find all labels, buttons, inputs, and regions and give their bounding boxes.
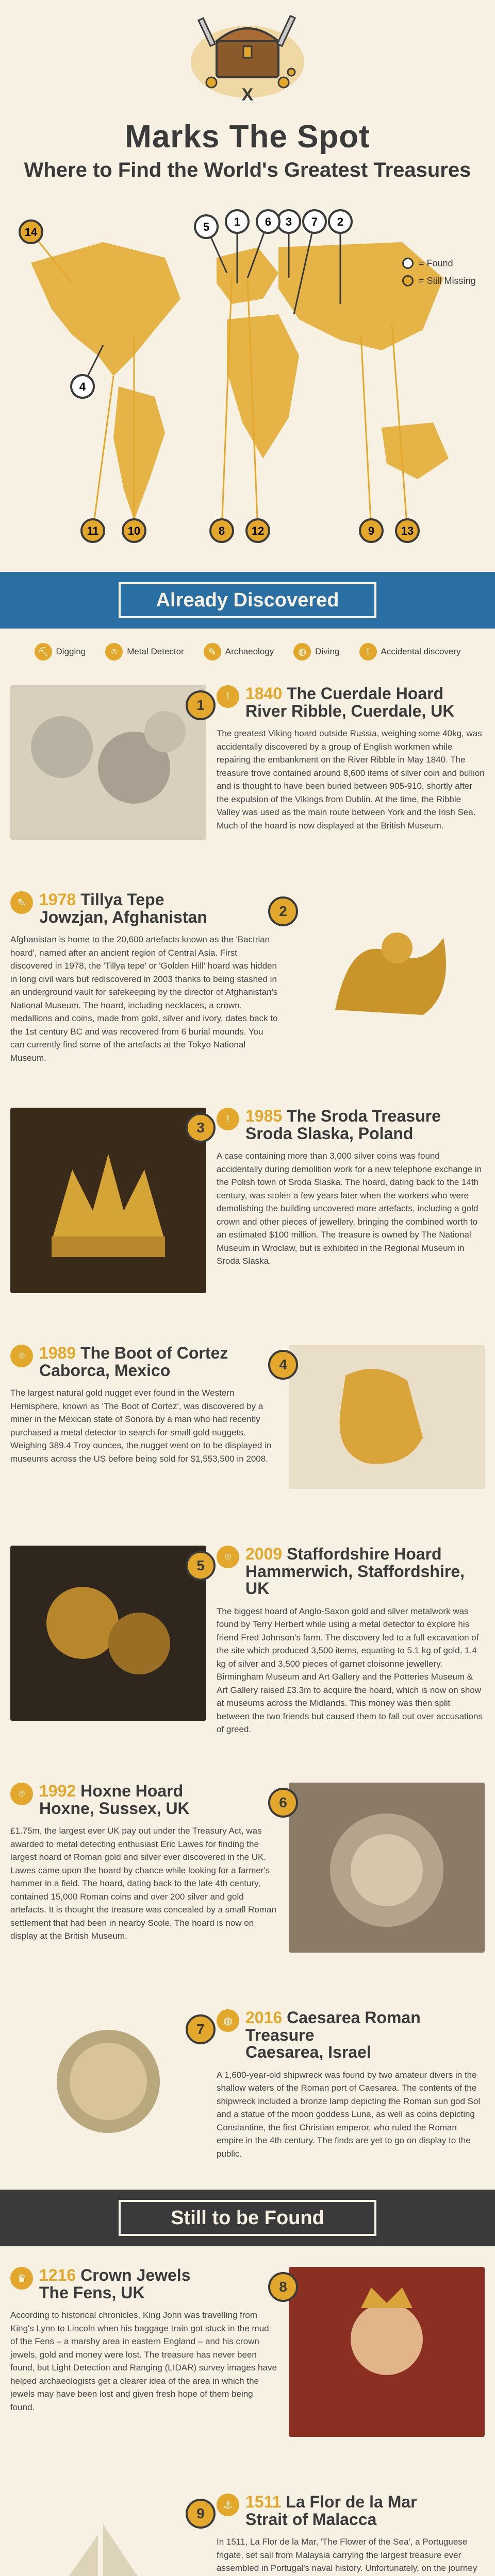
entry-caesarea-treasure <box>0 2004 495 2174</box>
entry-text <box>10 891 278 1064</box>
found-dot-icon <box>402 258 414 269</box>
exclamation-icon: ! <box>359 643 377 660</box>
entry-staffordshire-hoard <box>0 1540 495 1757</box>
svg-text:14: 14 <box>24 226 38 239</box>
king-john-portrait-image <box>289 2267 485 2437</box>
legend-missing <box>402 275 485 286</box>
svg-text:3: 3 <box>285 215 292 228</box>
svg-text:11: 11 <box>87 524 99 537</box>
badge-2: 2 <box>268 896 298 926</box>
entry-place: Caborca, Mexico <box>39 1361 171 1380</box>
still-to-be-found-banner <box>0 2190 495 2246</box>
badge-7: 7 <box>186 2014 216 2044</box>
still-to-be-found-box <box>119 2200 376 2236</box>
page-title: Marks The Spot <box>125 119 370 155</box>
entry-body: The biggest hoard of Anglo-Saxon gold and silver metalwork was found by Terry Herbert while using a metal detector to explore his friend Fred Johnson's farm. The discovery led to a full excavation of the site which produced 3,500 items, equating to 5.1 kg of gold, 1.4 kg of silver and 3,500 pieces of garnet cloisonne jewellery. Birmingham Museum and Art Gallery and the Potteries Museum & Art Gallery raised £3.3m to acquire the hoard, which is now on show at museums across the Midlands. This money was then split between the two friends but caused them to fall out over accusations of greed. <box>217 1606 483 1735</box>
entry-body: A 1,600-year-old shipwreck was found by two amateur divers in the shallow waters of the Roman port of Caesarea. The contents of the shipwreck included a bronze lamp depicting the Roman sun god Sol and a statue of the moon goddess Luna, as well as coins depicting Constantine, the first Christian emperor, who ruled the Roman empire in the 4th century. The finds are yet to go on display to the public. <box>217 2070 481 2159</box>
badge-9: 9 <box>186 2499 216 2529</box>
entry-text <box>217 1546 485 1736</box>
entry-place: Strait of Malacca <box>245 2510 377 2529</box>
entry-year: 1216 <box>39 2266 76 2284</box>
entry-place: Caesarea, Israel <box>245 2043 371 2062</box>
entry-name: Hoxne Hoard <box>80 1782 184 1800</box>
metal-detector-icon: ⌾ <box>10 1345 33 1367</box>
method-diving: ◍ Diving <box>293 643 339 660</box>
world-map <box>10 201 485 562</box>
legend-found <box>402 258 485 269</box>
svg-text:4: 4 <box>79 380 86 393</box>
entry-place: River Ribble, Cuerdale, UK <box>245 701 455 720</box>
badge-3: 3 <box>186 1113 216 1143</box>
metal-detector-icon: ⌾ <box>10 1783 33 1805</box>
methods-key <box>0 634 495 670</box>
badge-8: 8 <box>268 2272 298 2302</box>
svg-text:12: 12 <box>251 524 265 537</box>
entry-text <box>10 1783 278 1943</box>
tillya-tepe-image <box>289 891 485 1046</box>
entry-name: Crown Jewels <box>80 2266 191 2284</box>
entry-year: 1840 <box>245 684 283 703</box>
ship-illustration-image <box>10 2494 206 2576</box>
already-discovered-banner <box>0 572 495 629</box>
badge-5: 5 <box>186 1551 216 1581</box>
entry-text <box>10 2267 278 2414</box>
svg-text:13: 13 <box>401 524 414 537</box>
entry-text <box>217 1108 485 1268</box>
entry-year: 1985 <box>245 1107 283 1125</box>
entry-body: The greatest Viking hoard outside Russia, weighing some 40kg, was accidentally discovered by a group of English workmen while repairing the embankment on the River Ribble in May 1840. The treasure trove contained around 8,600 items of silver coin and bullion and is thought to have been buried between 905-910, shortly after the expulsion of the Vikings from Dublin. At the time, the Ribble Valley was used as the main route between York and the Irish Sea. Much of the hoard is now displayed at the British Museum. <box>217 728 485 831</box>
exclamation-icon: ! <box>217 685 239 708</box>
brush-icon: ✎ <box>204 643 221 660</box>
entry-hoxne-hoard <box>0 1777 495 1984</box>
entry-name: The Sroda Treasure <box>287 1107 441 1125</box>
method-archaeology: ✎ Archaeology <box>204 643 274 660</box>
entry-place: Jowzjan, Afghanistan <box>39 907 207 926</box>
crown-icon: ♛ <box>10 2267 33 2290</box>
badge-4: 4 <box>268 1350 298 1380</box>
entry-text <box>217 2009 485 2160</box>
entry-place: Hoxne, Sussex, UK <box>39 1799 190 1818</box>
entry-body: Afghanistan is home to the 20,600 artefacts known as the 'Bactrian hoard', named after an ancient region of Central Asia. First discovered in 1978, the 'Tillya tepe' or 'Golden Hill' hoard was hidden in long civil wars but rediscovered in 2003 thanks to being stashed in an underground vault for safekeeping by the director of Afghanistan's National Museum. The hoard, including necklaces, a crown, medallions and coins, made from gold, silver and ivory, dates back to the 1st century BC and was recovered from 6 burial mounds. You can currently find some of the artefacts at the Tokyo National Museum. <box>10 935 278 1063</box>
hoxne-hoard-image <box>289 1783 485 1953</box>
entry-name: The Cuerdale Hoard <box>287 684 444 703</box>
map-legend <box>402 258 485 293</box>
entry-crown-jewels <box>0 2262 495 2468</box>
caesarea-treasure-image <box>10 2009 206 2154</box>
method-digging: ⛏ Digging <box>35 643 86 660</box>
entry-name: La Flor de la Mar <box>286 2493 417 2511</box>
ship-icon: ⚓ <box>217 2494 239 2516</box>
metal-detector-icon: ⌾ <box>105 643 123 660</box>
already-discovered-title: Already Discovered <box>156 589 339 611</box>
badge-6: 6 <box>268 1788 298 1818</box>
entry-year: 2016 <box>245 2008 283 2027</box>
entry-body: A case containing more than 3,000 silver coins was found accidentally during demolition work for a new telephone exchange in the Polish town of Sroda Slaska. The hoard, dating back to the 14th century, was stolen a few years later when the workers who were demolishing the building uncovered more artefacts, including a gold crown and other pieces of jewellery, bringing the combined worth to an estimated $100 million. The treasure is owned by The National Museum in Wroclaw, but is exhibited in the Regional Museum in Sroda Slaska. <box>217 1151 482 1266</box>
entry-year: 1978 <box>39 890 76 909</box>
entry-la-flor-de-la-mar <box>0 2488 495 2576</box>
svg-text:2: 2 <box>337 215 344 228</box>
entry-name: Staffordshire Hoard <box>287 1545 442 1563</box>
method-accidental: ! Accidental discovery <box>359 643 461 660</box>
svg-text:10: 10 <box>127 524 141 537</box>
diving-mask-icon: ◍ <box>217 2009 239 2032</box>
entry-boot-of-cortez <box>0 1340 495 1525</box>
entry-name: Caesarea Roman Treasure <box>245 2008 421 2044</box>
shovel-icon: ⛏ <box>35 643 52 660</box>
svg-text:9: 9 <box>368 524 375 537</box>
entry-year: 2009 <box>245 1545 283 1563</box>
entry-year: 1511 <box>245 2493 282 2511</box>
entry-text <box>217 685 485 832</box>
entry-year: 1992 <box>39 1782 76 1800</box>
sroda-treasure-image <box>10 1108 206 1293</box>
badge-1: 1 <box>186 690 216 720</box>
brush-icon: ✎ <box>10 891 33 914</box>
missing-dot-icon <box>402 275 414 286</box>
svg-text:5: 5 <box>203 221 210 233</box>
entry-name: Tillya Tepe <box>80 890 164 909</box>
entry-sroda-treasure <box>0 1103 495 1319</box>
boot-of-cortez-image <box>289 1345 485 1489</box>
entry-text <box>10 1345 278 1465</box>
entry-text <box>217 2494 485 2576</box>
page-subtitle: Where to Find the World's Greatest Treasures <box>24 159 471 181</box>
method-metal-detector: ⌾ Metal Detector <box>105 643 184 660</box>
entry-body: £1.75m, the largest ever UK pay out under the Treasury Act, was awarded to metal detecting enthusiast Eric Lawes for finding the largest hoard of Roman gold and silver ever discovered in the UK. Lawes came upon the hoard by chance while looking for a farmer's hammer in a field. The hoard, dating back to the late 4th century, contained 15,000 Roman coins and over 200 silver and gold artefacts. It is thought the treasure was concealed by a small Roman settlement that had been in nearby Scole. The hoard is now on display at the British Museum. <box>10 1826 276 1941</box>
exclamation-icon: ! <box>217 1108 239 1130</box>
legend-found-label: = Found <box>419 258 453 268</box>
svg-text:6: 6 <box>265 215 272 228</box>
staffordshire-hoard-image <box>10 1546 206 1721</box>
entry-tillya-tepe <box>0 886 495 1082</box>
entry-name: The Boot of Cortez <box>80 1344 228 1362</box>
x-mark: X <box>241 85 254 103</box>
still-to-be-found-title: Still to be Found <box>171 2207 324 2229</box>
entry-place: Hammerwich, Staffordshire, UK <box>245 1562 465 1598</box>
metal-detector-icon: ⌾ <box>217 1546 239 1568</box>
legend-missing-label: = Still Missing <box>419 275 476 286</box>
entry-body: The largest natural gold nugget ever found in the Western Hemisphere, known as 'The Boot of Cortez', was discovered by a miner in the Mexican state of Sonora by a man who had recently purchased a metal detector to search for small gold nuggets. Weighing 389.4 Troy ounces, the nugget went on to be displayed in museums across the US before being sold for $1,553,500 in 2008. <box>10 1388 272 1464</box>
entry-place: Sroda Slaska, Poland <box>245 1124 414 1143</box>
cuerdale-hoard-image <box>10 685 206 840</box>
entry-place: The Fens, UK <box>39 2283 145 2302</box>
diving-mask-icon: ◍ <box>293 643 311 660</box>
entry-year: 1989 <box>39 1344 76 1362</box>
svg-text:1: 1 <box>234 215 241 228</box>
treasure-chest-illustration <box>180 5 315 103</box>
entry-body: In 1511, La Flor de la Mar, 'The Flower of the Sea', a Portuguese frigate, set sail from Malaysia carrying the largest treasure ever assembled in Portugal's naval history. Unfortunately, on the journey <box>217 2537 477 2573</box>
already-discovered-box <box>119 582 376 618</box>
entry-cuerdale-hoard <box>0 680 495 866</box>
svg-text:7: 7 <box>311 215 318 228</box>
svg-text:8: 8 <box>218 524 225 537</box>
entry-body: According to historical chronicles, King John was travelling from King's Lynn to Lincoln when his baggage train got stuck in the mud of the Fens – a marshy area in eastern England – and his crown jewels, gold and money were lost. The treasure has never been found, but Light Detection and Ranging (LIDAR) survey images have helped archaeologists get a clearer idea of the area in which the jewels may have been lost and given fresh hope of them being found. <box>10 2310 277 2412</box>
